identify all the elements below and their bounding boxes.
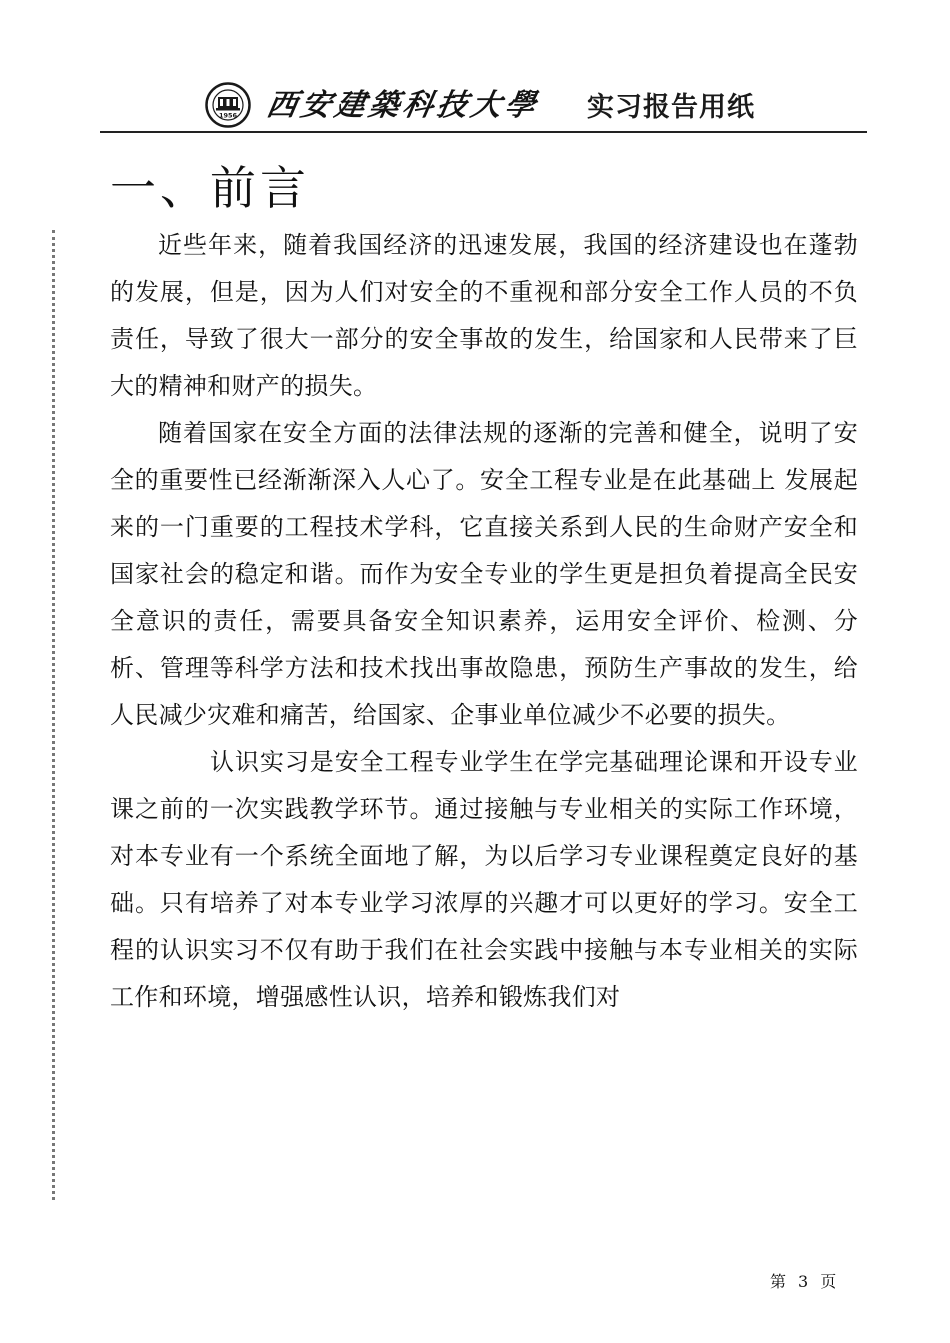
binding-dotted-line (52, 230, 55, 1200)
paragraph: 随着国家在安全方面的法律法规的逐渐的完善和健全，说明了安全的重要性已经渐渐深入人心了。安全工程专业是在此基础上 发展起来的一门重要的工程技术学科，它直接关系到人民的生命财产安全和国家社会的稳定和谐。而作为安全专业的学生更是担负着提高全民安全意识的责任，需要具备安全知识素养，运用安全评价、检测、分析、管理等科学方法和技术找出事故隐患，预防生产事故的发生，给人民减少灾难和痛苦，给国家、企事业单位减少不必要的损失。 (110, 419, 858, 729)
paragraph: 近些年来，随着我国经济的迅速发展，我国的经济建设也在蓬勃的发展，但是，因为人们对安全的不重视和部分安全工作人员的不负责任，导致了很大一部分的安全事故的发生，给国家和人民带来了巨大的精神和财产的损失。 (110, 231, 858, 400)
page-number-value: 3 (798, 1272, 811, 1291)
page-suffix: 页 (820, 1272, 839, 1291)
university-name-calligraphy: 西安建築科技大學 (264, 88, 543, 123)
university-seal-logo (205, 82, 251, 128)
section-title: 一、前言 (110, 160, 310, 215)
report-header (205, 82, 825, 130)
page-number (770, 1270, 848, 1294)
body-text (110, 222, 858, 1021)
seal-year: 1956 (218, 111, 238, 120)
paragraph: 认识实习是安全工程专业学生在学完基础理论课和开设专业课之前的一次实践教学环节。通过接触与专业相关的实际工作环境，对本专业有一个系统全面地了解，为以后学习专业课程奠定良好的基础。只有培养了对本专业学习浓厚的兴趣才可以更好的学习。安全工程的认识实习不仅有助于我们在社会实践中接触与本专业相关的实际工作和环境，增强感性认识，培养和锻炼我们对 (110, 748, 858, 1011)
header-divider (100, 131, 867, 133)
header-subtitle: 实习报告用纸 (587, 92, 755, 123)
page-prefix: 第 (770, 1272, 789, 1291)
